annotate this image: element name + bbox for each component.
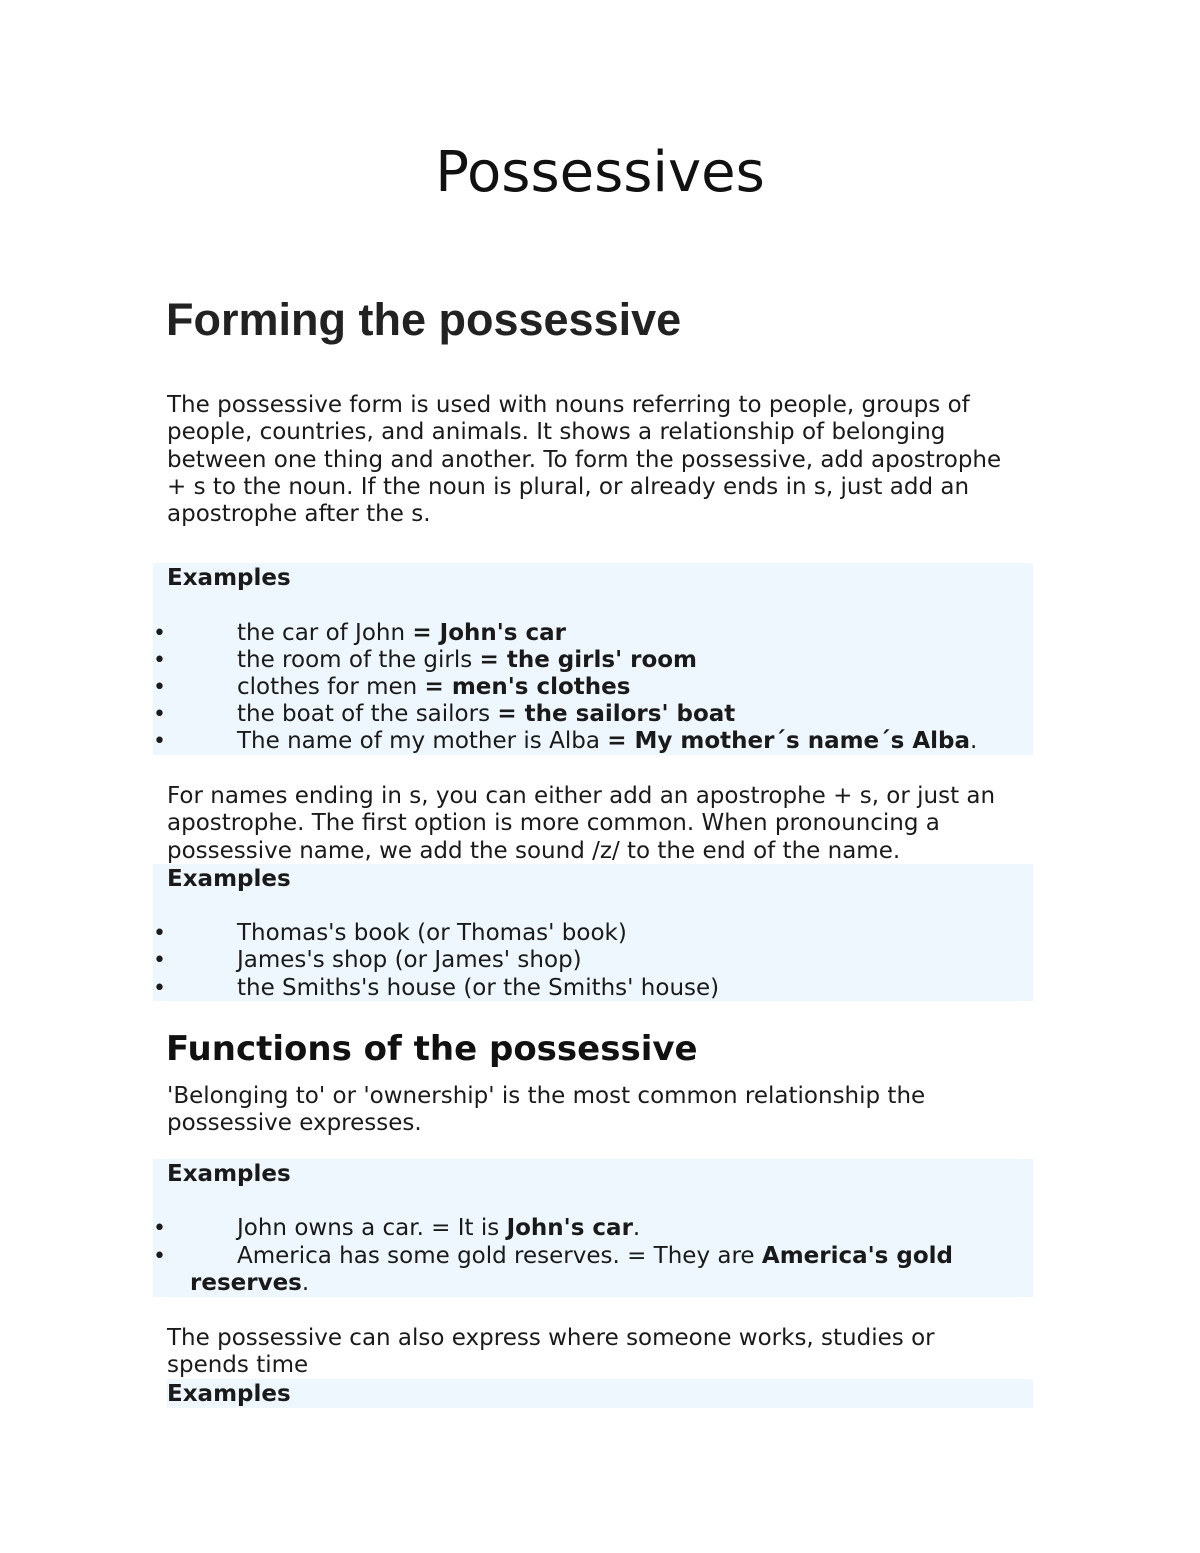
- example-after: .: [970, 728, 978, 754]
- list-item: [237, 728, 977, 755]
- bullet-icon: •: [153, 621, 166, 646]
- list-item: [237, 674, 630, 701]
- example-bold: reserves: [190, 1270, 302, 1296]
- example-equals: =: [424, 674, 452, 700]
- bullet-icon: •: [153, 648, 166, 673]
- example-bold: My mother´s name´s Alba: [634, 728, 971, 754]
- example-after: .: [632, 1215, 641, 1241]
- examples-box: [167, 1379, 1033, 1408]
- list-item: Thomas's book (or Thomas' book): [237, 920, 627, 946]
- example-equals: =: [497, 701, 525, 727]
- intro-paragraph: [167, 392, 1037, 528]
- list-item-continuation: [190, 1270, 309, 1297]
- examples-label: Examples: [167, 866, 291, 892]
- example-plain: The name of my mother is Alba: [237, 728, 608, 754]
- example-plain: the boat of the sailors: [237, 701, 498, 727]
- example-after: .: [301, 1270, 310, 1296]
- functions-line: 'Belonging to' or 'ownership' is the most common relationship the: [167, 1083, 926, 1109]
- intro-line: apostrophe after the s.: [167, 501, 431, 528]
- bullet-icon: •: [153, 948, 166, 973]
- functions-line: possessive expresses.: [167, 1110, 422, 1137]
- example-bold: men's clothes: [451, 674, 631, 700]
- list-item: [237, 647, 697, 674]
- example-plain: the car of John: [237, 620, 413, 646]
- examples-label: Examples: [167, 565, 291, 591]
- example-equals: =: [607, 728, 635, 754]
- document-title: Possessives: [435, 140, 765, 205]
- section-heading-forming: Forming the possessive: [166, 294, 682, 345]
- names-line: possessive name, we add the sound /z/ to the end of the name.: [167, 837, 901, 864]
- names-paragraph: [167, 783, 1037, 865]
- example-plain: John owns a car. = It is: [237, 1215, 507, 1241]
- list-item: [237, 620, 566, 647]
- bullet-icon: •: [153, 1216, 166, 1241]
- intro-line: + s to the noun. If the noun is plural, or already ends in s, just add an: [167, 473, 970, 500]
- example-plain: clothes for men: [237, 674, 425, 700]
- list-item: the Smiths's house (or the Smiths' house): [237, 975, 720, 1001]
- bullet-icon: •: [153, 1244, 166, 1269]
- work-line: The possessive can also express where someone works, studies or: [167, 1325, 935, 1351]
- names-line: apostrophe. The first option is more common. When pronouncing a: [167, 810, 940, 837]
- bullet-icon: •: [153, 702, 166, 727]
- example-bold: the girls' room: [506, 647, 698, 673]
- example-plain: America has some gold reserves. = They are: [237, 1243, 762, 1269]
- list-item: [237, 701, 735, 728]
- section-heading-functions: Functions of the possessive: [166, 1029, 698, 1069]
- work-line: spends time: [167, 1352, 309, 1379]
- bullet-icon: •: [153, 675, 166, 700]
- list-item: James's shop (or James' shop): [237, 947, 582, 973]
- example-plain: the room of the girls: [237, 647, 480, 673]
- examples-label: Examples: [167, 1381, 291, 1407]
- example-equals: =: [412, 620, 440, 646]
- bullet-icon: •: [153, 921, 166, 946]
- intro-line: between one thing and another. To form the possessive, add apostrophe: [167, 446, 1002, 473]
- intro-line: people, countries, and animals. It shows a relationship of belonging: [167, 419, 946, 446]
- list-item: [237, 1243, 953, 1270]
- example-bold: America's gold: [761, 1243, 953, 1269]
- intro-line: The possessive form is used with nouns referring to people, groups of: [167, 392, 970, 418]
- list-item: [237, 1215, 640, 1242]
- bullet-icon: •: [153, 729, 166, 754]
- example-bold: John's car: [506, 1215, 633, 1241]
- examples-label: Examples: [167, 1161, 291, 1187]
- example-equals: =: [479, 647, 507, 673]
- bullet-icon: •: [153, 976, 166, 1001]
- example-bold: John's car: [439, 620, 566, 646]
- names-line: For names ending in s, you can either add an apostrophe + s, or just an: [167, 783, 996, 809]
- work-paragraph: [167, 1325, 1037, 1380]
- example-bold: the sailors' boat: [524, 701, 736, 727]
- functions-paragraph: [167, 1083, 1037, 1138]
